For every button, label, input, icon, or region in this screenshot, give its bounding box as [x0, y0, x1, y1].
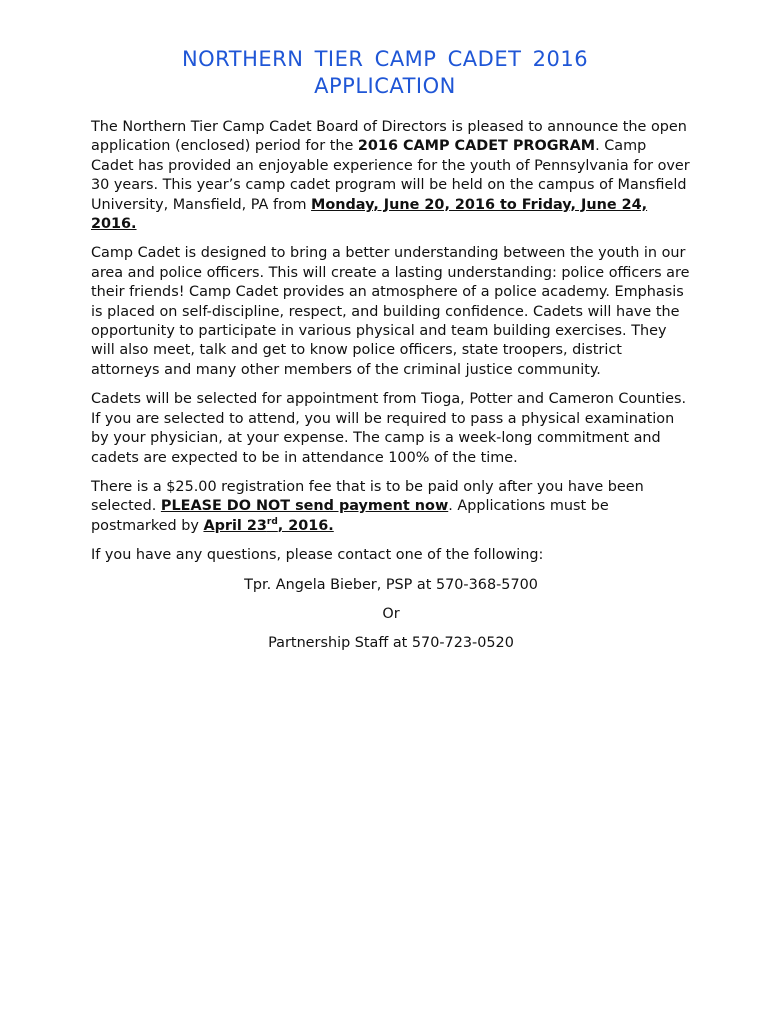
paragraph-questions: If you have any questions, please contact one of the following: — [91, 547, 544, 564]
page-title — [0, 46, 770, 100]
fee-text-a: There is a $25.00 registration fee that is to be paid only after you have been selected. — [91, 478, 644, 515]
paragraph-selection: Cadets will be selected for appointment from Tioga, Potter and Cameron Counties. If you are selected to attend, you will be required to pass a physical examination by your physician, at your expense. The camp is a week-long commitment and cadets are expected to be in attendance 100% of the time. — [91, 391, 687, 466]
paragraph-announcement — [91, 118, 691, 234]
title-line-2: APPLICATION — [314, 74, 456, 98]
contact-or: Or — [382, 605, 400, 622]
deadline-part-a: April 23 — [203, 517, 267, 534]
announcement-text-a: The Northern Tier Camp Cadet Board of Directors is pleased to announce the open application (enclosed) period for the — [91, 119, 687, 155]
fee-text-b: . Applications must be postmarked by — [91, 498, 609, 534]
deadline-ordinal: rd — [266, 516, 278, 527]
program-name: 2016 CAMP CADET PROGRAM — [357, 138, 596, 155]
announcement-text-b: . Camp Cadet has provided an enjoyable experience for the youth of Pennsylvania for over 30 years. This year’s camp cadet program will be held on the campus of Mansfield University, Mansfield, PA from — [91, 138, 690, 213]
camp-dates: Monday, June 20, 2016 to Friday, June 24, 2016. — [91, 196, 648, 233]
contact-trooper: Tpr. Angela Bieber, PSP at 570-368-5700 — [244, 576, 538, 593]
deadline-part-b: , 2016. — [277, 517, 334, 534]
paragraph-fee — [91, 478, 691, 536]
no-payment-notice: PLEASE DO NOT send payment now — [160, 498, 449, 515]
title-line-1: NORTHERN TIER CAMP CADET 2016 — [181, 47, 589, 71]
contact-partnership: Partnership Staff at 570-723-0520 — [268, 635, 514, 652]
paragraph-purpose: Camp Cadet is designed to bring a better understanding between the youth in our area and police officers. This will create a lasting understanding: police officers are their friends! Camp Cadet provides an atmosphere of a police academy. Emphasis is placed on self-discipline, respect, and building confidence. Cadets will have the opportunity to participate in various physical and team building exercises. They will also meet, talk and get to know police officers, state troopers, district attorneys and many other members of the criminal justice community. — [91, 245, 690, 378]
document-body — [91, 118, 691, 664]
postmark-deadline — [203, 518, 333, 534]
